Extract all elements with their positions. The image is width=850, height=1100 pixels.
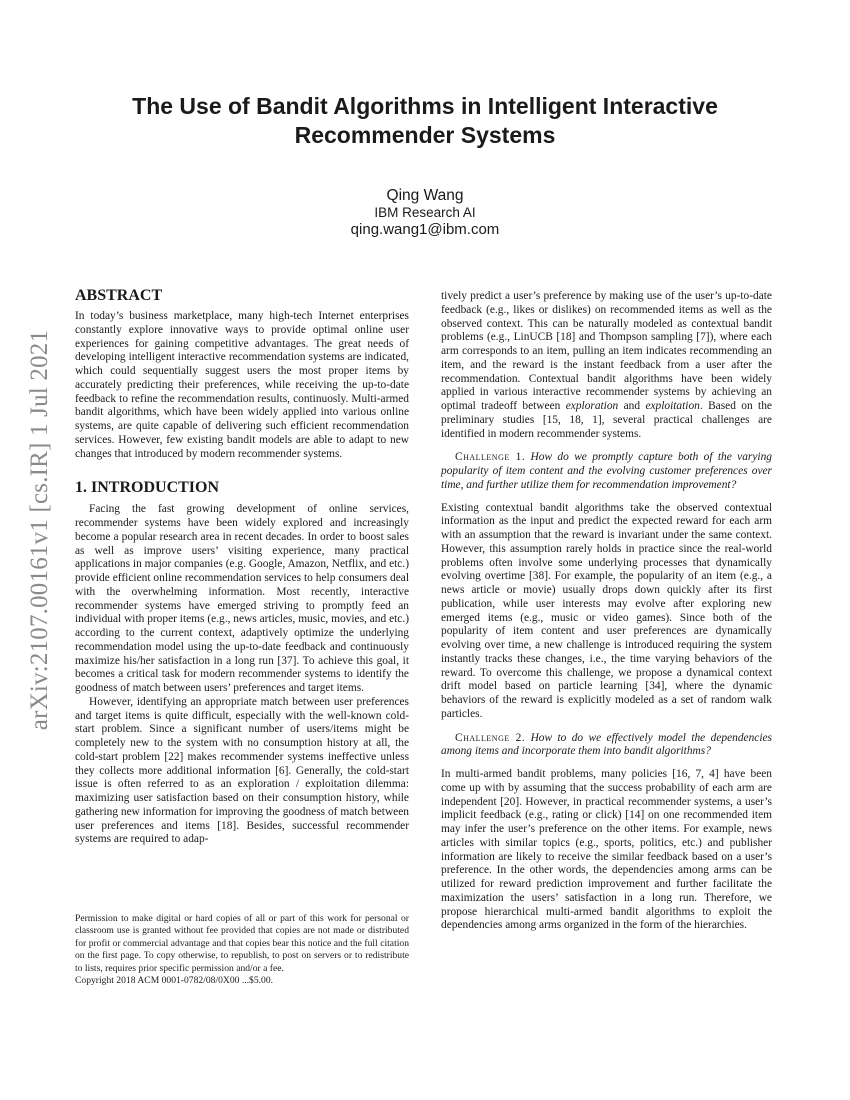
author-block	[200, 186, 650, 239]
right-paragraph-2: Existing contextual bandit algorithms take the observed contextual information as the input and predict the expected reward for each arm with an assumption that the reward is invariant under the same context. However, this assumption rarely holds in practice since the real-world problems often involve some underlying processes that dynamically evolving overtime [38]. For example, the popularity of an item (e.g., a news article or movie) usually drops down quickly after its first publication, while user interests may evolve after exploring new emerged items (e.g., music or video games). Since both of the popularity of item content and user preferences are dynamically evolving over time, a new challenge is introduced requiring the system instantly tracks these changes, i.e., the time varying behaviors of the reward. To overcome this challenge, we propose a dynamical context drift model based on particle learning [34], where the dynamic behaviors of the reward is explicitly modeled as a set of random walk particles.	[441, 501, 772, 720]
challenge-2	[441, 732, 772, 760]
paper-title	[80, 92, 770, 150]
title-line-1: The Use of Bandit Algorithms in Intelligent Interactive	[132, 93, 718, 119]
right-column	[441, 290, 772, 933]
challenge-1-label: Challenge 1.	[455, 451, 526, 464]
challenge-2-statement: How to do we effectively model the dependencies among items and incorporate them into bandit algorithms?	[441, 731, 772, 758]
right-paragraph-3: In multi-armed bandit problems, many policies [16, 7, 4] have been come up with by assuming that the success probability of each arm are independent [20]. However, in practical recommender systems, a user’s implicit feedback (e.g., rating or click) [14] on one recommended item may infer the user’s preference on the other items. For example, news articles with similar topics (e.g., sports, politics, etc.) and publisher information are likely to receive the similar feedback based on a user’s preference. In the other words, the dependencies among arms can be utilized for reward prediction improvement and further facilitate the maximization the users’ satisfaction in a long run. Therefore, we propose hierarchical multi-armed bandit algorithms to exploit the dependencies among arms organized in the form of the hierarchies.	[441, 768, 772, 932]
author-affiliation: IBM Research AI	[374, 205, 476, 220]
exploration-term: exploration	[565, 400, 619, 412]
left-column	[75, 286, 409, 847]
intro-paragraph-1: Facing the fast growing development of online services, recommender systems have been widely explored and increasingly become a popular research area in recent decades. In order to boost sales as well as improve users’ visiting experience, many practical applications in major companies (e.g. Google, Amazon, Netflix, and etc.) provide efficient online recommendation services to help consumers deal with the overwhelming information. Most recently, interactive recommender systems have emerged striving to promptly feed an individual with proper items (e.g., news articles, music, movies, and etc.) according to the current context, adaptively optimize the underlying recommendation model using the up-to-date feedback and continuously maximize his/her satisfaction in a long run [37]. To achieve this goal, it becomes a critical task for modern recommender systems to identify the goodness of match between users’ preferences and target items.	[75, 503, 409, 694]
arxiv-id-text: arXiv:2107.00161v1 [cs.IR] 1 Jul 2021	[26, 329, 53, 731]
right-paragraph-1-part-b: . Based on the preliminary studies [15, 18, 1], several practical challenges are identified in modern recommender systems.	[441, 400, 772, 440]
right-paragraph-1	[441, 290, 772, 441]
intro-paragraph-2: However, identifying an appropriate match between user preferences and target items is quite difficult, especially with the well-known cold-start problem. Since a significant number of users/items might be completely new to the system with no consumption history at all, the cold-start problem [22] makes recommender systems ineffective unless they collects more additional information [6]. Generally, the cold-start issue is often referred to as an exploration / exploitation dilemma: maximizing user satisfaction based on their consumption history, while gathering new information for improving the goodness of match between user preferences and items [18]. Besides, successful recommender systems are required to adap-	[75, 695, 409, 846]
exploitation-term: exploitation	[645, 400, 700, 412]
arxiv-identifier-stamp	[20, 320, 60, 740]
author-email: qing.wang1@ibm.com	[350, 221, 500, 238]
copyright-text: Copyright 2018 ACM 0001-0782/08/0X00 ...$5.00.	[75, 975, 274, 987]
author-name: Qing Wang	[386, 187, 464, 204]
challenge-1	[441, 451, 772, 492]
abstract-paragraph: In today’s business marketplace, many high-tech Internet enterprises constantly explore innovative ways to provide optimal online user experiences for gaining competitive advantages. The great needs of developing intelligent interactive recommendation systems are indicated, which could sequentially suggest users the most proper items by accurately predicting their preferences, while receiving the up-to-date feedback to refine the recommendation results, continuosly. Multi-armed bandit algorithms, which have been widely applied into various online systems, are quite capable of delivering such efficient recommendation services. However, few existing bandit models are able to adapt to new changes that introduced by modern recommender systems.	[75, 310, 409, 460]
title-line-2: Recommender Systems	[294, 122, 556, 148]
introduction-heading: 1. INTRODUCTION	[75, 479, 220, 497]
right-paragraph-1-part-a: tively predict a user’s preference by making use of the user’s up-to-date feedback (e.g., likes or dislikes) on recommended items as well as the observed context. This can be naturally modeled as contextual bandit problems (e.g., LinUCB [18] and Thompson sampling [7]), where each arm corresponds to an item, pulling an item indicates recommending an item, and the reward is the instant feedback from a user after the recommendation. Contextual bandit algorithms have been widely applied in various interactive recommender systems by achieving an optimal tradeoff between	[441, 290, 772, 412]
challenge-1-statement: How do we promptly capture both of the varying popularity of item content and the evolving customer preferences over time, and further utilize them for recommendation improvement?	[441, 451, 772, 491]
and-connector: and	[618, 400, 646, 412]
permission-footnote	[75, 913, 409, 987]
permission-text: Permission to make digital or hard copies of all or part of this work for personal or classroom use is granted without fee provided that copies are not made or distributed for profit or commercial advantage and that copies bear this notice and the full citation on the first page. To copy otherwise, to republish, to post on servers or to redistribute to lists, requires prior specific permission and/or a fee.	[75, 913, 409, 974]
challenge-2-label: Challenge 2.	[455, 731, 526, 744]
abstract-heading: ABSTRACT	[75, 287, 163, 304]
